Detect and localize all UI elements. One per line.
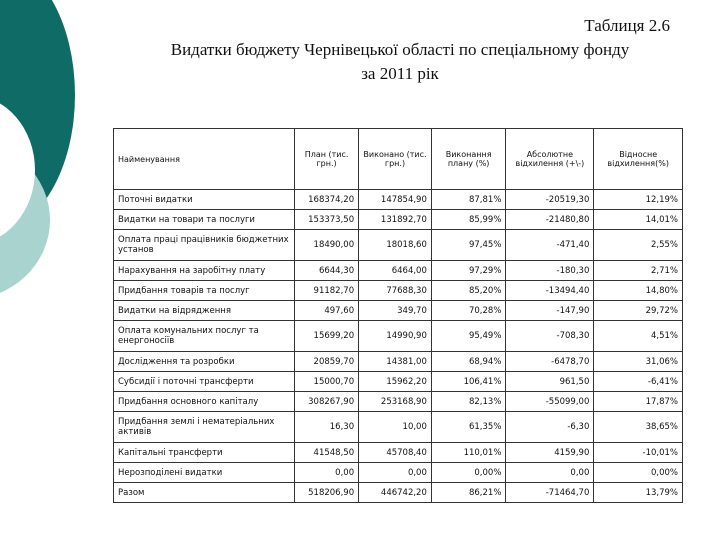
row-plan: 15000,70 — [295, 372, 359, 392]
table-row — [114, 463, 683, 483]
table-row — [114, 281, 683, 301]
row-plan: 20859,70 — [295, 352, 359, 372]
table-row — [114, 412, 683, 443]
row-plan: 308267,90 — [295, 392, 359, 412]
table-number: Таблиця 2.6 — [584, 16, 670, 35]
row-pct: 87,81% — [431, 190, 506, 210]
header-name: Найменування — [114, 129, 295, 190]
row-done: 14990,90 — [359, 321, 432, 352]
header-pct: Виконання плану (%) — [431, 129, 506, 190]
row-abs: -71464,70 — [506, 483, 594, 503]
table-row — [114, 261, 683, 281]
row-plan: 6644,30 — [295, 261, 359, 281]
row-rel: -6,41% — [594, 372, 683, 392]
row-done: 45708,40 — [359, 443, 432, 463]
row-pct: 85,99% — [431, 210, 506, 230]
row-rel: 2,71% — [594, 261, 683, 281]
table-header-row — [114, 129, 683, 190]
row-abs: 961,50 — [506, 372, 594, 392]
row-pct: 68,94% — [431, 352, 506, 372]
header-abs: Абсолютне відхилення (+\-) — [506, 129, 594, 190]
header-done: Виконано (тис. грн.) — [359, 129, 432, 190]
row-name: Разом — [114, 483, 295, 503]
row-rel: 38,65% — [594, 412, 683, 443]
row-rel: 14,01% — [594, 210, 683, 230]
row-pct: 110,01% — [431, 443, 506, 463]
row-name: Оплата праці працівників бюджетних установ — [114, 230, 295, 261]
row-abs: -471,40 — [506, 230, 594, 261]
row-plan: 0,00 — [295, 463, 359, 483]
table-row — [114, 352, 683, 372]
row-name: Нарахування на заробітну плату — [114, 261, 295, 281]
page-title: Видатки бюджету Чернівецької області по спеціальному фонду — [170, 40, 630, 59]
row-name: Видатки на товари та послуги — [114, 210, 295, 230]
row-name: Поточні видатки — [114, 190, 295, 210]
row-abs: -180,30 — [506, 261, 594, 281]
row-name: Придбання основного капіталу — [114, 392, 295, 412]
row-rel: 14,80% — [594, 281, 683, 301]
row-abs: -6,30 — [506, 412, 594, 443]
row-rel: 31,06% — [594, 352, 683, 372]
row-pct: 97,29% — [431, 261, 506, 281]
row-plan: 41548,50 — [295, 443, 359, 463]
row-done: 131892,70 — [359, 210, 432, 230]
page-subtitle: за 2011 рік — [361, 64, 439, 83]
row-rel: 0,00% — [594, 463, 683, 483]
row-abs: -21480,80 — [506, 210, 594, 230]
row-name: Дослідження та розробки — [114, 352, 295, 372]
row-plan: 15699,20 — [295, 321, 359, 352]
row-done: 14381,00 — [359, 352, 432, 372]
row-name: Нерозподілені видатки — [114, 463, 295, 483]
row-pct: 0,00% — [431, 463, 506, 483]
header-plan: План (тис. грн.) — [295, 129, 359, 190]
row-name: Придбання товарів та послуг — [114, 281, 295, 301]
row-rel: 2,55% — [594, 230, 683, 261]
row-plan: 18490,00 — [295, 230, 359, 261]
row-name: Оплата комунальних послуг та енергоносіїв — [114, 321, 295, 352]
row-abs: -147,90 — [506, 301, 594, 321]
table-row — [114, 372, 683, 392]
row-pct: 82,13% — [431, 392, 506, 412]
row-rel: 13,79% — [594, 483, 683, 503]
row-name: Придбання землі і нематеріальних активів — [114, 412, 295, 443]
row-pct: 106,41% — [431, 372, 506, 392]
row-abs: 4159,90 — [506, 443, 594, 463]
row-pct: 95,49% — [431, 321, 506, 352]
header-rel: Відносне відхилення(%) — [594, 129, 683, 190]
row-plan: 168374,20 — [295, 190, 359, 210]
table-row — [114, 230, 683, 261]
row-done: 10,00 — [359, 412, 432, 443]
row-abs: -708,30 — [506, 321, 594, 352]
table-row — [114, 392, 683, 412]
row-rel: 12,19% — [594, 190, 683, 210]
row-pct: 61,35% — [431, 412, 506, 443]
row-done: 6464,00 — [359, 261, 432, 281]
table-row — [114, 210, 683, 230]
row-pct: 97,45% — [431, 230, 506, 261]
row-plan: 91182,70 — [295, 281, 359, 301]
row-abs: -13494,40 — [506, 281, 594, 301]
row-pct: 85,20% — [431, 281, 506, 301]
row-name: Субсидії і поточні трансферти — [114, 372, 295, 392]
row-done: 0,00 — [359, 463, 432, 483]
table-row — [114, 321, 683, 352]
row-done: 18018,60 — [359, 230, 432, 261]
table-row — [114, 443, 683, 463]
table-row — [114, 483, 683, 503]
row-rel: 29,72% — [594, 301, 683, 321]
row-rel: 17,87% — [594, 392, 683, 412]
row-abs: -20519,30 — [506, 190, 594, 210]
row-rel: -10,01% — [594, 443, 683, 463]
row-done: 446742,20 — [359, 483, 432, 503]
row-name: Видатки на відрядження — [114, 301, 295, 321]
row-pct: 86,21% — [431, 483, 506, 503]
table-row — [114, 301, 683, 321]
row-pct: 70,28% — [431, 301, 506, 321]
row-done: 77688,30 — [359, 281, 432, 301]
budget-table — [113, 128, 683, 503]
row-plan: 497,60 — [295, 301, 359, 321]
row-done: 147854,90 — [359, 190, 432, 210]
row-done: 349,70 — [359, 301, 432, 321]
row-done: 253168,90 — [359, 392, 432, 412]
row-rel: 4,51% — [594, 321, 683, 352]
table-row — [114, 190, 683, 210]
row-plan: 518206,90 — [295, 483, 359, 503]
row-done: 15962,20 — [359, 372, 432, 392]
row-abs: -6478,70 — [506, 352, 594, 372]
row-name: Капітальні трансферти — [114, 443, 295, 463]
row-abs: -55099,00 — [506, 392, 594, 412]
row-abs: 0,00 — [506, 463, 594, 483]
row-plan: 153373,50 — [295, 210, 359, 230]
row-plan: 16,30 — [295, 412, 359, 443]
